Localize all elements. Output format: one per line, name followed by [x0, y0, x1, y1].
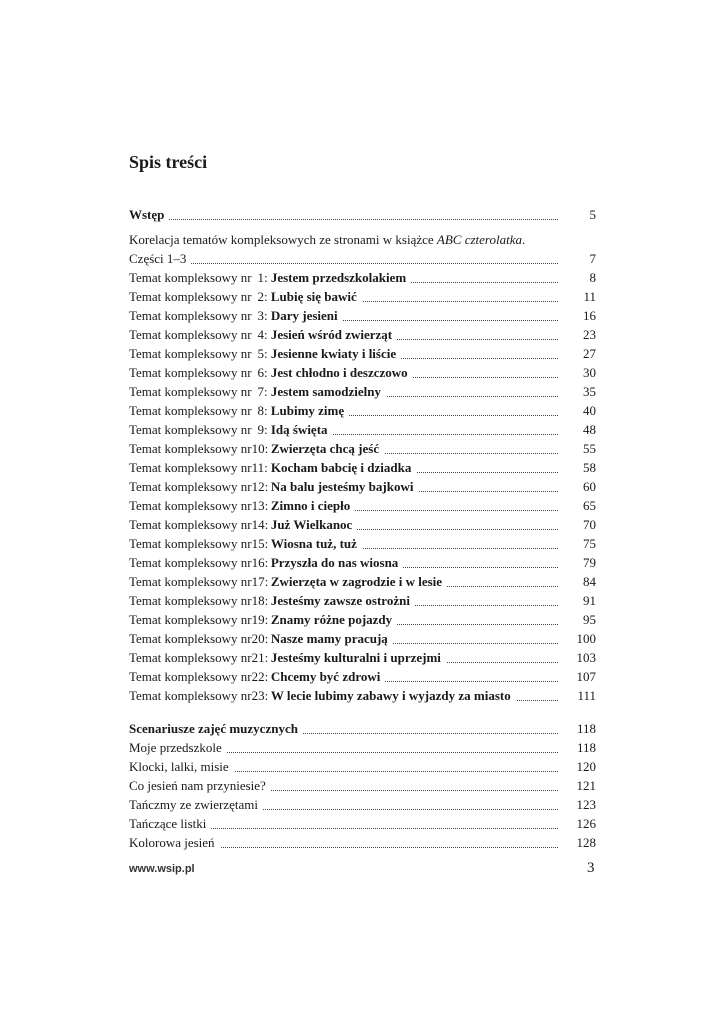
page-title: Spis treści	[129, 152, 208, 172]
entry-page: 121	[576, 778, 596, 793]
entry-title: Zimno i ciepło	[270, 498, 351, 513]
entry-title: Znamy różne pojazdy	[270, 612, 393, 627]
topic-number: 18:	[251, 593, 269, 608]
toc-entry-topic[interactable]	[129, 648, 596, 667]
topic-prefix: Temat kompleksowy nr	[129, 365, 252, 380]
entry-page: 70	[583, 517, 596, 532]
entry-title: Dary jesieni	[270, 308, 338, 323]
toc-entry-topic[interactable]	[129, 325, 596, 344]
entry-page: 128	[576, 835, 596, 850]
entry-page: 118	[576, 721, 596, 736]
topic-number: 8:	[257, 403, 268, 418]
toc-entry-topic[interactable]	[129, 515, 596, 534]
entry-title: W lecie lubimy zabawy i wyjazdy za miasto	[270, 688, 511, 703]
toc-entry-topic[interactable]	[129, 401, 596, 420]
entry-page: 35	[583, 384, 596, 399]
entry-page: 118	[576, 740, 596, 755]
entry-title: Nasze mamy pracują	[270, 631, 388, 646]
toc-entry-topic[interactable]	[129, 458, 596, 477]
topic-number: 14:	[251, 517, 269, 532]
topic-list	[129, 268, 596, 705]
entry-title: Tańczmy ze zwierzętami	[129, 797, 259, 812]
toc-entry-topic[interactable]	[129, 591, 596, 610]
entry-title: Idą święta	[270, 422, 328, 437]
toc-entry-topic[interactable]	[129, 363, 596, 382]
topic-number: 1:	[257, 270, 268, 285]
entry-title: Już Wielkanoc	[270, 517, 353, 532]
topic-prefix: Temat kompleksowy nr	[129, 384, 252, 399]
topic-number: 20:	[251, 631, 269, 646]
topic-prefix: Temat kompleksowy nr	[129, 669, 252, 684]
entry-page: 7	[589, 251, 596, 266]
entry-page: 100	[576, 631, 596, 646]
entry-title: Lubię się bawić	[270, 289, 357, 304]
topic-number: 4:	[257, 327, 268, 342]
toc-entry-music[interactable]	[129, 814, 596, 833]
toc-entry-intro[interactable]	[129, 205, 596, 224]
entry-title: Co jesień nam przyniesie?	[129, 778, 266, 793]
topic-prefix: Temat kompleksowy nr	[129, 289, 252, 304]
topic-number: 13:	[251, 498, 269, 513]
topic-number: 11:	[251, 460, 268, 475]
entry-page: 23	[583, 327, 596, 342]
entry-title: Kocham babcię i dziadka	[270, 460, 412, 475]
toc-entry-topic[interactable]	[129, 534, 596, 553]
entry-title: Scenariusze zajęć muzycznych	[129, 721, 298, 736]
music-list	[129, 738, 596, 852]
entry-page: 120	[576, 759, 596, 774]
topic-prefix: Temat kompleksowy nr	[129, 498, 252, 513]
entry-title: Jesienne kwiaty i liście	[270, 346, 397, 361]
topic-number: 15:	[251, 536, 269, 551]
toc-entry-correlation[interactable]	[129, 230, 596, 268]
toc-entry-topic[interactable]	[129, 572, 596, 591]
toc-entry-topic[interactable]	[129, 610, 596, 629]
entry-title: Chcemy być zdrowi	[270, 669, 381, 684]
topic-prefix: Temat kompleksowy nr	[129, 631, 252, 646]
entry-page: 48	[583, 422, 596, 437]
toc-entry-topic[interactable]	[129, 629, 596, 648]
topic-prefix: Temat kompleksowy nr	[129, 327, 252, 342]
entry-page: 11	[583, 289, 596, 304]
toc-entry-topic[interactable]	[129, 382, 596, 401]
entry-page: 107	[576, 669, 596, 684]
entry-title: Tańczące listki	[129, 816, 207, 831]
entry-title: Lubimy zimę	[270, 403, 345, 418]
entry-page: 65	[583, 498, 596, 513]
entry-page: 111	[577, 688, 596, 703]
entry-title: Zwierzęta chcą jeść	[270, 441, 380, 456]
entry-title-line2: Części 1–3	[129, 251, 191, 266]
entry-page: 91	[583, 593, 596, 608]
toc-entry-topic[interactable]	[129, 344, 596, 363]
entry-page: 8	[589, 270, 596, 285]
entry-page: 103	[576, 650, 596, 665]
toc-entry-topic[interactable]	[129, 439, 596, 458]
topic-number: 2:	[257, 289, 268, 304]
toc-entry-music[interactable]	[129, 757, 596, 776]
topic-number: 16:	[251, 555, 269, 570]
entry-title: Moje przedszkole	[129, 740, 222, 755]
entry-title: Jestem przedszkolakiem	[270, 270, 407, 285]
toc-entry-music[interactable]	[129, 795, 596, 814]
entry-title: Na balu jesteśmy bajkowi	[270, 479, 414, 494]
topic-prefix: Temat kompleksowy nr	[129, 650, 252, 665]
entry-page: 27	[583, 346, 596, 361]
topic-number: 12:	[251, 479, 269, 494]
toc-entry-topic[interactable]	[129, 667, 596, 686]
topic-prefix: Temat kompleksowy nr	[129, 612, 252, 627]
toc-entry-topic[interactable]	[129, 553, 596, 572]
entry-title: Zwierzęta w zagrodzie i w lesie	[270, 574, 443, 589]
topic-prefix: Temat kompleksowy nr	[129, 270, 252, 285]
topic-prefix: Temat kompleksowy nr	[129, 422, 252, 437]
topic-prefix: Temat kompleksowy nr	[129, 346, 252, 361]
topic-prefix: Temat kompleksowy nr	[129, 555, 252, 570]
topic-prefix: Temat kompleksowy nr	[129, 517, 252, 532]
topic-number: 17:	[251, 574, 269, 589]
entry-title-line1: Korelacja tematów kompleksowych ze stronami w książce ABC czterolatka.	[129, 232, 526, 247]
entry-page: 95	[583, 612, 596, 627]
topic-prefix: Temat kompleksowy nr	[129, 441, 252, 456]
toc-entry-music[interactable]	[129, 833, 596, 852]
topic-prefix: Temat kompleksowy nr	[129, 460, 252, 475]
entry-title: Kolorowa jesień	[129, 835, 215, 850]
toc-entry-music[interactable]	[129, 738, 596, 757]
entry-page: 30	[583, 365, 596, 380]
topic-number: 19:	[251, 612, 269, 627]
entry-title: Jesień wśród zwierząt	[270, 327, 393, 342]
topic-number: 3:	[257, 308, 268, 323]
entry-title: Jest chłodno i deszczowo	[270, 365, 408, 380]
entry-title: Wstęp	[129, 207, 165, 222]
topic-prefix: Temat kompleksowy nr	[129, 479, 252, 494]
topic-prefix: Temat kompleksowy nr	[129, 688, 252, 703]
entry-page: 40	[583, 403, 596, 418]
toc-entry-topic[interactable]	[129, 306, 596, 325]
entry-page: 58	[583, 460, 596, 475]
topic-number: 10:	[251, 441, 269, 456]
entry-page: 75	[583, 536, 596, 551]
entry-page: 126	[576, 816, 596, 831]
entry-page: 16	[583, 308, 596, 323]
entry-page: 5	[589, 207, 596, 222]
publisher-url: www.wsip.pl	[129, 863, 195, 875]
entry-title: Jesteśmy kulturalni i uprzejmi	[270, 650, 441, 665]
toc-entry-topic[interactable]	[129, 268, 596, 287]
topic-number: 7:	[257, 384, 268, 399]
topic-prefix: Temat kompleksowy nr	[129, 403, 252, 418]
entry-page: 55	[583, 441, 596, 456]
toc-entry-topic[interactable]	[129, 686, 596, 705]
topic-prefix: Temat kompleksowy nr	[129, 593, 252, 608]
toc-entry-topic[interactable]	[129, 420, 596, 439]
topic-number: 5:	[257, 346, 268, 361]
topic-prefix: Temat kompleksowy nr	[129, 574, 252, 589]
topic-prefix: Temat kompleksowy nr	[129, 536, 252, 551]
table-of-contents	[129, 205, 596, 852]
entry-page: 84	[583, 574, 596, 589]
entry-title: Klocki, lalki, misie	[129, 759, 229, 774]
toc-entry-music[interactable]	[129, 776, 596, 795]
dot-leader	[129, 263, 558, 264]
dot-leader	[129, 219, 558, 220]
entry-title: Przyszła do nas wiosna	[270, 555, 399, 570]
page-number: 3	[587, 860, 595, 876]
toc-entry-topic[interactable]	[129, 496, 596, 515]
toc-entry-topic[interactable]	[129, 287, 596, 306]
entry-title: Wiosna tuż, tuż	[270, 536, 357, 551]
entry-title: Jestem samodzielny	[270, 384, 381, 399]
entry-title: Jesteśmy zawsze ostrożni	[270, 593, 410, 608]
entry-page: 60	[583, 479, 596, 494]
topic-number: 6:	[257, 365, 268, 380]
toc-entry-topic[interactable]	[129, 477, 596, 496]
topic-prefix: Temat kompleksowy nr	[129, 308, 252, 323]
topic-number: 23:	[251, 688, 269, 703]
topic-number: 22:	[251, 669, 269, 684]
entry-page: 123	[576, 797, 596, 812]
toc-entry-music-heading[interactable]	[129, 719, 596, 738]
topic-number: 9:	[257, 422, 268, 437]
topic-number: 21:	[251, 650, 269, 665]
entry-page: 79	[583, 555, 596, 570]
